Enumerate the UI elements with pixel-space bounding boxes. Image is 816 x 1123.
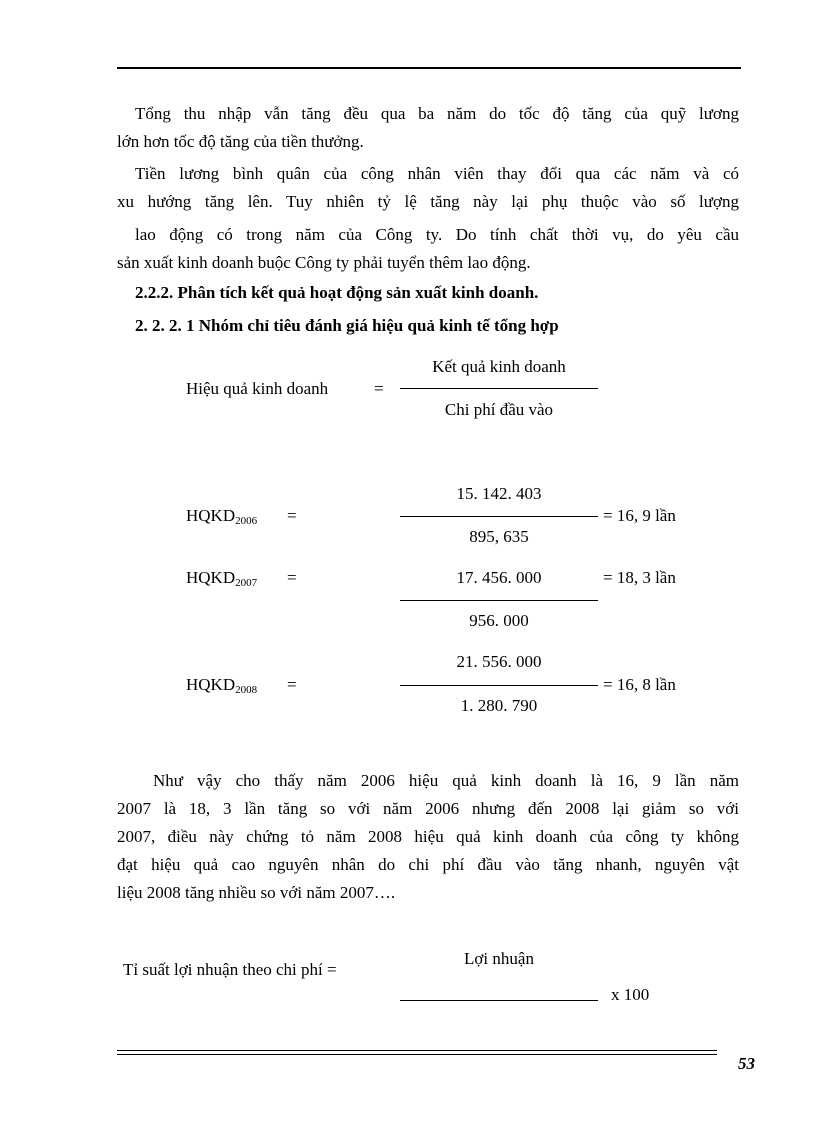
paragraph-average-salary xyxy=(117,160,739,216)
hqkd-result: = 16, 8 lần xyxy=(603,675,676,694)
fraction-bar xyxy=(400,600,598,601)
paragraph-line: 2007 là 18, 3 lần tăng so với năm 2006 nhưng đến 2008 lại giảm so với xyxy=(117,799,739,818)
hqkd-label-2008: $HQKD_{2008}$ xyxy=(186,675,258,696)
paragraph-line: đạt hiệu quả cao nguyên nhân do chi phí đầu vào tăng nhanh, nguyên vật xyxy=(117,855,739,874)
hqkd-result: = 18, 3 lần xyxy=(603,568,676,587)
hqkd-label-2006: $HQKD_{2006}$ xyxy=(186,506,258,527)
paragraph-line: sản xuất kinh doanh buộc Công ty phải tuyển thêm lao động. xyxy=(117,253,531,272)
fraction-bar xyxy=(400,685,598,686)
profit-formula-numerator: Lợi nhuận xyxy=(464,949,534,968)
paragraph-line: Tổng thu nhập vẫn tăng đều qua ba năm do tốc độ tăng của quỹ lương xyxy=(135,104,739,123)
header-rule xyxy=(117,67,741,69)
subsection-heading: 2. 2. 2. 1 Nhóm chỉ tiêu đánh giá hiệu quả kinh tế tổng hợp xyxy=(135,316,559,335)
hqkd-equals: = xyxy=(287,506,297,525)
paragraph-line: 2007, điều này chứng tỏ năm 2008 hiệu quả kinh doanh của công ty không xyxy=(117,827,739,846)
hqkd-denominator: 895, 635 xyxy=(469,527,529,546)
formula-label: Hiệu quả kinh doanh xyxy=(186,379,329,398)
hqkd-denominator: 956. 000 xyxy=(469,611,529,630)
paragraph-line: Tiền lương bình quân của công nhân viên thay đổi qua các năm và có xyxy=(135,164,739,183)
hqkd-denominator: 1. 280. 790 xyxy=(460,696,538,715)
hqkd-label-2007: $HQKD_{2007}$ xyxy=(186,568,258,589)
page-number: 53 xyxy=(738,1054,755,1073)
section-heading: 2.2.2. Phân tích kết quả hoạt động sản xuất kinh doanh. xyxy=(135,283,539,302)
hqkd-equals: = xyxy=(287,675,297,694)
paragraph-conclusion xyxy=(117,767,739,907)
fraction-bar xyxy=(400,1000,598,1001)
profit-formula-label: Tỉ suất lợi nhuận theo chi phí = xyxy=(123,960,337,979)
hqkd-equals: = xyxy=(287,568,297,587)
fraction-bar xyxy=(400,516,598,517)
hqkd-result: = 16, 9 lần xyxy=(603,506,676,525)
hqkd-numerator: 17. 456. 000 xyxy=(456,568,542,587)
paragraph-line: Như vậy cho thấy năm 2006 hiệu quả kinh doanh là 16, 9 lần năm xyxy=(153,771,739,790)
paragraph-total-income xyxy=(117,100,739,156)
hqkd-numerator: 15. 142. 403 xyxy=(456,484,542,503)
paragraph-line: lao động có trong năm của Công ty. Do tính chất thời vụ, do yêu cầu xyxy=(135,225,739,244)
footer-rule xyxy=(117,1054,717,1055)
hqkd-numerator: 21. 556. 000 xyxy=(456,652,542,671)
formula-equals: = xyxy=(374,379,384,398)
formula-numerator: Kết quả kinh doanh xyxy=(432,357,566,376)
formula-denominator: Chi phí đầu vào xyxy=(444,400,554,419)
paragraph-line: xu hướng tăng lên. Tuy nhiên tỷ lệ tăng này lại phụ thuộc vào số lượng xyxy=(117,192,739,211)
paragraph-labor xyxy=(117,221,739,277)
paragraph-line: lớn hơn tốc độ tăng của tiền thưởng. xyxy=(117,132,364,151)
footer-rule xyxy=(117,1050,717,1051)
paragraph-line: liệu 2008 tăng nhiều so với năm 2007…. xyxy=(117,883,396,902)
fraction-bar xyxy=(400,388,598,389)
profit-formula-multiplier: x 100 xyxy=(611,985,650,1004)
